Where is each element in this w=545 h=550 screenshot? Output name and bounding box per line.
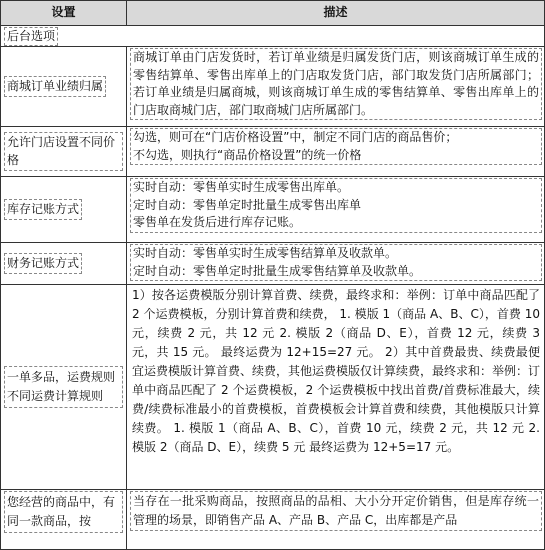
setting-description: 当存在一批采购商品，按照商品的品相、大小分开定价销售，但是库存统一管理的场景，即销售产品 A、产品 B、产品 C，出库都是产品 bbox=[130, 491, 542, 531]
description-line: 勾选，则可在“门店价格设置”中，制定不同门店的商品售价； bbox=[133, 130, 458, 144]
setting-name: 库存记账方式 bbox=[4, 199, 82, 221]
section-title: 后台选项 bbox=[4, 27, 58, 46]
table-row bbox=[1, 127, 545, 177]
description-line: 定时自动：零售单定时批量生成零售出库单 bbox=[133, 197, 362, 212]
setting-description bbox=[130, 244, 542, 281]
setting-name: 您经营的商品中，有同一款商品，按 bbox=[4, 491, 123, 533]
setting-name: 商城订单业绩归属 bbox=[4, 76, 106, 98]
table-row bbox=[1, 47, 545, 127]
table-header-row bbox=[1, 1, 545, 26]
header-description: 描述 bbox=[127, 1, 545, 26]
setting-name: 财务记账方式 bbox=[4, 253, 82, 275]
setting-name: 允许门店设置不同价格 bbox=[4, 132, 123, 171]
table-row bbox=[1, 243, 545, 285]
table-row bbox=[1, 490, 545, 550]
table-row bbox=[1, 285, 545, 490]
section-row bbox=[1, 26, 545, 47]
description-line: 实时自动：零售单实时生成零售出库单。 bbox=[133, 180, 350, 194]
description-line: 零售单在发货后进行库存记账。 bbox=[133, 215, 302, 229]
header-setting: 设置 bbox=[1, 1, 127, 26]
description-line: 不勾选，则执行“商品价格设置”的统一价格 bbox=[133, 147, 362, 162]
setting-description: 商城订单由门店发货时，若订单业绩是归属发货门店，则该商城订单生成的零售结算单、零售出库单上的门店取发货门店，部门取发货门店所属部门；若订单业绩是归属商城，则该商城订单生成的零售结算单、零售出库单上的门店取商城门店，部门取商城门店所属部门。 bbox=[130, 48, 542, 120]
setting-description bbox=[130, 128, 542, 165]
description-line: 实时自动：零售单实时生成零售结算单及收款单。 bbox=[133, 246, 398, 260]
setting-description bbox=[130, 178, 542, 233]
description-line: 定时自动：零售单定时批量生成零售结算单及收款单。 bbox=[133, 263, 422, 278]
setting-description: 1）按各运费模版分别计算首费、续费，最终求和：举例：订单中商品匹配了 2 个运费模板，分别计算首费和续费， 1. 模版 1（商品 A、B、C），首费 10 元，续费 2 元，共 12 元 2. 模版 2（商品 D、E），首费 12 元，续费 3 元，共 15 元。 最终运费为 12+15=27 元。 2）其中首费最贵、续费最便宜运费模版计算首费、续费，其他运费模版仅计算续费，最终求和：举例：订单中商品匹配了 2 个运费模板，2 个运费模板中找出首费/首费标准最大，续费/续费标准最小的首费模板，首费模板会计算首费和续费，其他模版只计算续费。 1. 模版 1（商品 A、B、C），首费 10 元，续费 2 元，共 12 元 2. 模版 2（商品 D、E），续费 5 元 最终运费为 12+5=17 元。 bbox=[132, 288, 541, 454]
setting-name: 一单多品，运费规则不同运费计算规则 bbox=[4, 366, 123, 408]
table-row bbox=[1, 177, 545, 243]
